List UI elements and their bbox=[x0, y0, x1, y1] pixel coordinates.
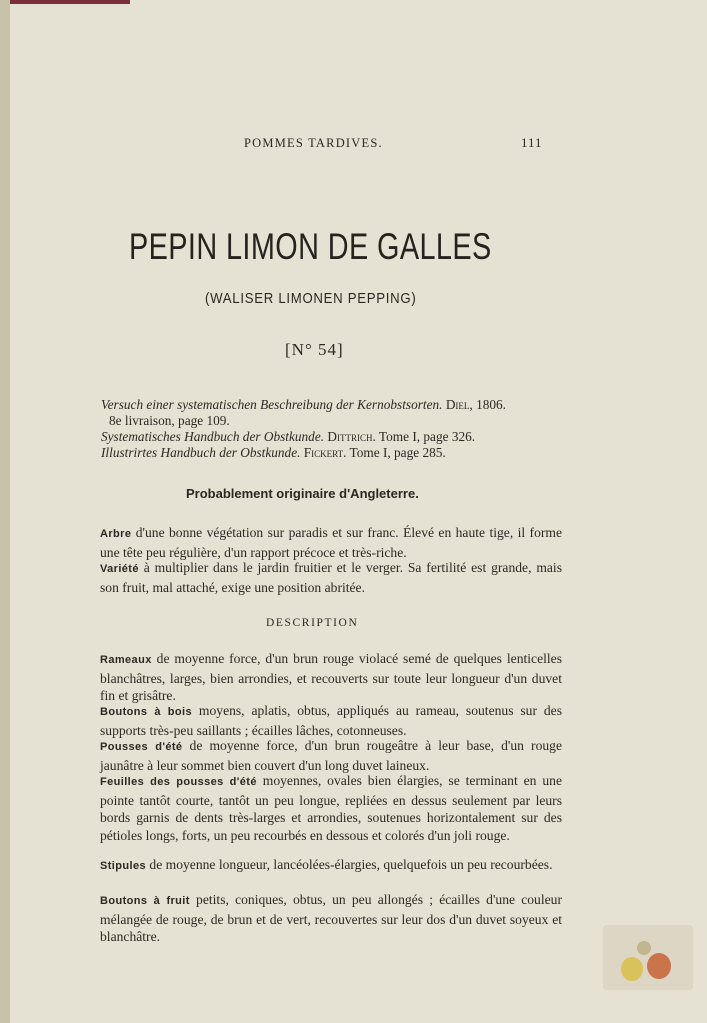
paragraph-text: de moyenne force, d'un brun rouge violacé semé de quelques lenticelles blanchâtres, larges, bien arrondies, et recouverts sur toute leur longueur d'un duvet fin et grisâtre. bbox=[100, 651, 562, 703]
references bbox=[101, 397, 561, 461]
paragraph-label: Pousses d'été bbox=[100, 741, 183, 753]
reference-detail: . Tome I, page 326. bbox=[372, 429, 476, 444]
paragraph-label: Rameaux bbox=[100, 654, 152, 666]
paragraph-text: petits, coniques, obtus, un peu allongés ; écailles d'une couleur mélangée de rouge, de brun et de vert, recouvertes sur leur dos d'un duvet soyeux et blanchâtre. bbox=[100, 892, 562, 944]
page-title: PEPIN LIMON DE GALLES bbox=[129, 226, 492, 267]
origin-note: Probablement originaire d'Angleterre. bbox=[186, 486, 419, 501]
description-boutons-fruit bbox=[100, 891, 562, 946]
book-spine bbox=[0, 0, 10, 1023]
paragraph-text: moyennes, ovales bien élargies, se terminant en une pointe tantôt courte, tantôt un peu longue, repliées en dessus seulement par leurs bords garnis de dents très-larges et arrondies, soutenues horizontalement sur des pétioles longs, forts, un peu recourbés en dessous et colorés d'un joli rouge. bbox=[100, 773, 562, 843]
reference-work: Versuch einer systematischen Beschreibung der Kernobstsorten. bbox=[101, 397, 443, 412]
paragraph-text: d'une bonne végétation sur paradis et sur franc. Élevé en haute tige, il forme une tête peu régulière, d'un rapport précoce et très-riche. bbox=[100, 525, 562, 560]
description-rameaux bbox=[100, 650, 562, 705]
reference-detail: . Tome I, page 285. bbox=[343, 445, 446, 460]
reference-line bbox=[101, 429, 561, 445]
page-number: 111 bbox=[521, 135, 543, 150]
paragraph-arbre bbox=[100, 524, 562, 561]
reference-work: Illustrirtes Handbuch der Obstkunde. bbox=[101, 445, 301, 460]
paragraph-text: à multiplier dans le jardin fruitier et le verger. Sa fertilité est grande, mais son fruit, mal attaché, exige une position abritée. bbox=[100, 560, 562, 595]
paragraph-text: moyens, aplatis, obtus, appliqués au rameau, soutenus sur des supports très-peu saillants ; écailles lâches, cotonneuses. bbox=[100, 703, 562, 738]
reference-work: 8e livraison, page 109. bbox=[109, 413, 230, 428]
fruit-shape bbox=[647, 953, 671, 979]
fruit-shape bbox=[637, 941, 651, 955]
reference-author: Dittrich bbox=[327, 429, 373, 444]
paragraph-label: Stipules bbox=[100, 860, 146, 872]
reference-work: Systematisches Handbuch der Obstkunde. bbox=[101, 429, 325, 444]
ribbon-strip bbox=[10, 0, 130, 4]
paragraph-variete bbox=[100, 559, 562, 596]
paragraph-label: Boutons à bois bbox=[100, 706, 193, 718]
reference-line bbox=[101, 413, 561, 429]
paragraph-text: de moyenne longueur, lancéolées-élargies, quelquefois un peu recourbées. bbox=[146, 857, 553, 872]
paragraph-label: Feuilles des pousses d'été bbox=[100, 776, 257, 788]
description-feuilles bbox=[100, 772, 562, 844]
paragraph-text: de moyenne force, d'un brun rougeâtre à leur base, d'un rouge jaunâtre à leur sommet bien couvert d'un long duvet laineux. bbox=[100, 738, 562, 773]
description-boutons-bois bbox=[100, 702, 562, 739]
fruit-shape bbox=[621, 957, 643, 981]
page-subtitle: (WALISER LIMONEN PEPPING) bbox=[205, 290, 417, 307]
reference-author: Diel bbox=[445, 397, 470, 412]
reference-detail: , 1806. bbox=[469, 397, 506, 412]
paragraph-label: Variété bbox=[100, 563, 139, 575]
reference-line bbox=[101, 397, 561, 413]
description-stipules bbox=[100, 856, 562, 876]
running-title: POMMES TARDIVES. bbox=[244, 136, 383, 150]
reference-author: Fickert bbox=[303, 445, 344, 460]
book-page bbox=[10, 0, 707, 1023]
reference-line bbox=[101, 445, 561, 461]
description-heading: DESCRIPTION bbox=[266, 617, 359, 629]
fruit-thumbnail-icon bbox=[603, 925, 693, 990]
variety-number: [N° 54] bbox=[285, 340, 344, 359]
paragraph-label: Arbre bbox=[100, 528, 132, 540]
paragraph-label: Boutons à fruit bbox=[100, 895, 190, 907]
description-pousses bbox=[100, 737, 562, 774]
